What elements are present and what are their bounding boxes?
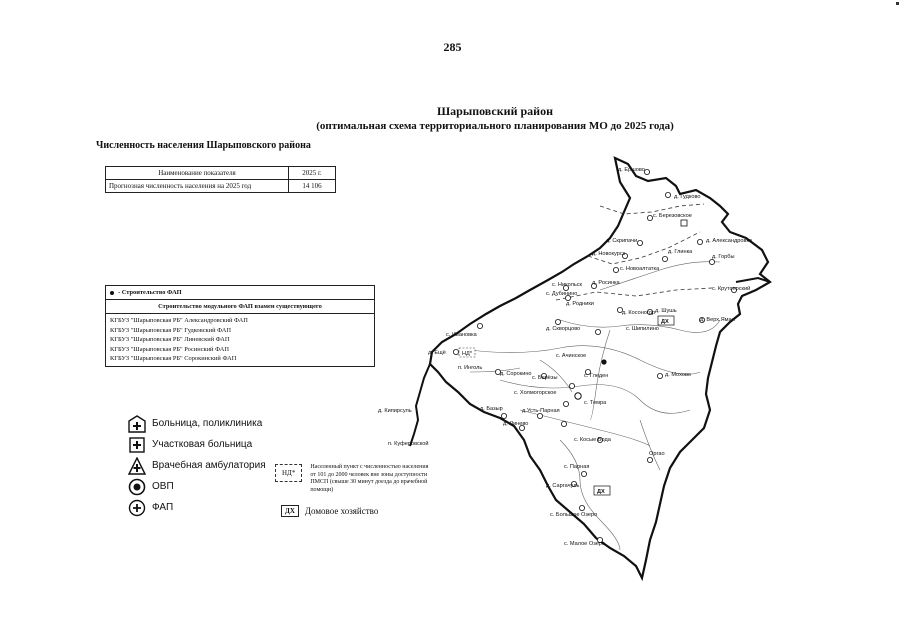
label-ershovo: д. Ершово [618, 167, 645, 173]
label-vygovo: с. Дубинино [546, 291, 578, 297]
label-eshchy: д. Ещё [428, 350, 446, 356]
fap-marker [657, 373, 662, 378]
fap-marker [581, 471, 586, 476]
label-berezovskoe: с. Березовское [653, 213, 692, 219]
legend-ovp [128, 476, 266, 497]
legend-hospital [128, 413, 266, 434]
label-maloe-ozero: с. Малое Озеро [564, 541, 606, 547]
page-number: 285 [443, 40, 462, 54]
label-bolshoe-ozero: с. Большое Озеро [550, 512, 598, 518]
fap-marker [709, 259, 714, 264]
label-glinka: д. Глинка [668, 249, 693, 255]
label-novokursk: д. Новокурск [592, 251, 626, 257]
page-subtitle: (оптимальная схема территориального планирования МО до 2025 года) [316, 120, 674, 132]
list-item: КГБУЗ "Шарыповская РБ" Сорокинский ФАП [110, 355, 237, 362]
legend-fap-label: - Строительство ФАП [118, 289, 182, 296]
facility-legend [128, 413, 266, 518]
fap-marker [453, 349, 458, 354]
label-gudkovo: д. Гудково [674, 194, 701, 200]
label-linevo: д. Линево [503, 421, 529, 427]
dx-marker-label: ДХ [661, 319, 669, 325]
fap-marker [501, 413, 506, 418]
label-ust-parnaya: д.Усть-Парная [522, 408, 560, 414]
header-year: 2025 г. [289, 167, 336, 180]
label-nikolsk: с. Никольск [552, 282, 582, 288]
list-item: КГБУЗ "Шарыповская РБ" Линевский ФАП [110, 336, 230, 343]
fap-icon [128, 499, 146, 517]
fap-marker [613, 267, 618, 272]
legend-fap-row [106, 286, 374, 300]
label-kuferovskoy: п. Куферовской [388, 441, 429, 447]
label-kholmogorskoe: с. Холмогорское [514, 390, 557, 396]
title-block [250, 104, 740, 134]
page-title: Шарыповский район [436, 104, 554, 118]
label-mokhovo: д. Мохово [665, 372, 692, 378]
population-table [105, 166, 336, 193]
legend-ambulatory [128, 455, 266, 476]
legend-modular-label: Строительство модульного ФАП взамен существующего [158, 303, 322, 310]
label-skvortsovo: д. Скворцово [546, 326, 581, 332]
label-aginskoe: с. Ачинское [556, 353, 587, 359]
label-kipirsuyle: д. Кипирсуль [378, 408, 412, 414]
fap-marker [647, 457, 652, 462]
legend-ovp-label: ОВП [152, 481, 174, 492]
legend-district-hospital-label: Участковая больница [152, 439, 253, 450]
nd-marker-label: НД* [462, 351, 473, 357]
fap-marker [555, 319, 560, 324]
label-saragachi: д. Саргачуль [546, 483, 580, 489]
legend-hospital-label: Больница, поликлиника [152, 418, 263, 429]
label-temra: с. Темра [584, 400, 607, 406]
list-item: КГБУЗ "Шарыповская РБ" Александровский ФАП [110, 317, 248, 324]
ovp-icon [128, 478, 146, 496]
fap-marker [697, 239, 702, 244]
label-bareli: с. Берёзы [532, 375, 558, 381]
label-kosogorsk: д. Косоногор [622, 310, 656, 316]
fap-marker [537, 413, 542, 418]
legend-fap-list [106, 314, 374, 366]
fap-marker [561, 421, 566, 426]
table-row [106, 180, 336, 193]
label-krutoyarskiy: с. Крутоярский [712, 286, 751, 292]
dx-marker-label: ДХ [597, 489, 605, 495]
row-label: Прогнозная численность населения на 2025 год [106, 180, 289, 193]
label-shushe: д. Шушь [655, 308, 677, 314]
label-gledan: с. Гледен [584, 373, 609, 379]
nd-legend-box: НД* [275, 464, 302, 482]
label-rosinka: д. Росинка [592, 280, 620, 286]
label-parnaya: с. Парная [564, 464, 590, 470]
list-item: КГБУЗ "Шарыповская РБ" Росинский ФАП [110, 345, 229, 353]
legend-ambulatory-label: Врачебная амбулатория [152, 460, 266, 471]
settlement-legend-text: Населенный пункт с численностью населения от 101 до 2000 человек вне зоны доступности ПМСП (свыше 30 минут доезда до врачебной помощи) [310, 464, 429, 493]
label-ivanovka: с. Ивановка [446, 332, 477, 338]
label-intol: п. Инголь [458, 365, 483, 371]
legend-modular-row [106, 300, 374, 314]
household-legend [281, 505, 378, 517]
construction-dot [601, 359, 606, 364]
label-verkh-ilek: д. Верх.Ямал [700, 317, 735, 323]
label-aleksandrovka: д. Александровка [706, 238, 753, 244]
household-legend-text: Домовое хозяйство [304, 506, 379, 516]
label-gorby: д. Горбы [712, 254, 735, 260]
label-rodniki: д. Родники [566, 301, 594, 307]
header-indicator: Наименование показателя [106, 167, 289, 180]
dx-legend-box: ДХ [281, 505, 299, 517]
fap-marker [477, 323, 482, 328]
label-bazmr: д. Базыр [480, 406, 503, 412]
legend-fap [128, 497, 266, 518]
label-sorokino: д. Сорокино [500, 371, 532, 377]
hospital-icon [128, 415, 146, 433]
row-value: 14 106 [289, 180, 336, 193]
internal-border-1 [556, 288, 712, 300]
fap-marker [579, 505, 584, 510]
fap-marker [569, 383, 574, 388]
fap-marker [662, 256, 667, 261]
internal-border-2 [588, 232, 700, 264]
table-header-row [106, 167, 336, 180]
ovp-marker [575, 393, 581, 399]
fap-marker [647, 215, 652, 220]
list-item: КГБУЗ "Шарыповская РБ" Гудковский ФАП [110, 326, 231, 334]
scan-speck [896, 2, 899, 5]
label-orago: Оргао [649, 451, 665, 457]
fap-marker [595, 329, 600, 334]
ambulatory-icon [128, 457, 146, 475]
district-hospital-icon [128, 436, 146, 454]
label-skripachi: д. Скрипачи [606, 238, 638, 244]
hospital-marker [681, 220, 687, 226]
legend-fap-label: ФАП [152, 502, 174, 513]
fap-marker [563, 401, 568, 406]
label-shipilino: с. Шипилино [626, 326, 659, 332]
legend-district-hospital [128, 434, 266, 455]
construction-legend [105, 285, 375, 367]
fap-marker [665, 192, 670, 197]
fap-marker [644, 169, 649, 174]
population-heading: Численность населения Шарыповского района [96, 140, 311, 151]
construction-dot-icon [110, 291, 114, 295]
label-kosye-vody: с. Косые Вода [574, 437, 611, 443]
fap-marker [637, 240, 642, 245]
settlement-legend [275, 464, 435, 494]
boundary-tail [410, 364, 430, 446]
label-novoaltatka: с. Новоалтатка [620, 266, 660, 272]
